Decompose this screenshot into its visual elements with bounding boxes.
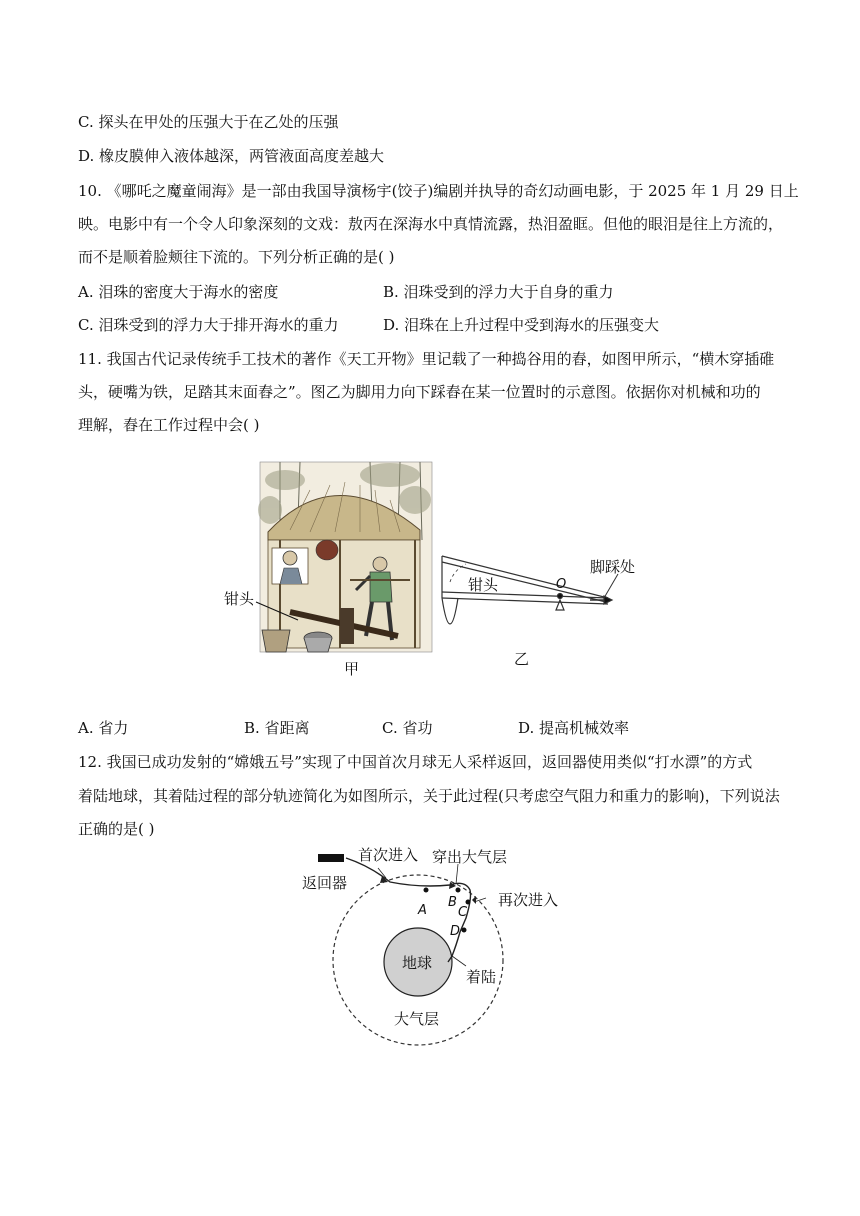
q11-label-jiaocai: 脚踩处 bbox=[590, 558, 636, 576]
q12-stem-line3: 正确的是( ) bbox=[78, 820, 155, 838]
q10-option-d: D. 泪珠在上升过程中受到海水的压强变大 bbox=[383, 316, 660, 334]
q10-stem-line2: 映。电影中有一个令人印象深刻的文戏：敖丙在深海水中真情流露，热泪盈眶。但他的眼泪是往上方流的， bbox=[78, 215, 784, 233]
q11-figure bbox=[220, 440, 650, 680]
q11-label-qiantou-left: 钳头 bbox=[224, 590, 255, 608]
label-point-c: C bbox=[458, 905, 468, 920]
label-point-b: B bbox=[448, 895, 457, 910]
point-c-marker bbox=[466, 900, 471, 905]
q12-stem-line1: 12. 我国已成功发射的“嫦娥五号”实现了中国首次月球无人采样返回，返回器使用类似“打水漂”的方式 bbox=[78, 753, 753, 771]
q12-figure bbox=[290, 838, 580, 1058]
label-point-a: A bbox=[418, 903, 427, 918]
label-returner: 返回器 bbox=[302, 874, 348, 892]
q9-option-c: C. 探头在甲处的压强大于在乙处的压强 bbox=[78, 113, 339, 131]
label-exit-atmosphere: 穿出大气层 bbox=[432, 848, 508, 866]
returner-block bbox=[318, 854, 344, 862]
q11-figure-jia-illustration bbox=[256, 462, 432, 652]
q11-option-d: D. 提高机械效率 bbox=[518, 719, 630, 737]
label-landing: 着陆 bbox=[466, 968, 497, 986]
point-b-marker bbox=[456, 888, 461, 893]
q11-stem-line1: 11. 我国古代记录传统手工技术的著作《天工开物》里记载了一种捣谷用的舂，如图甲所示，“横木穿插碓 bbox=[78, 350, 775, 368]
point-a-marker bbox=[424, 888, 429, 893]
q11-option-c: C. 省功 bbox=[382, 719, 433, 737]
q11-label-jia: 甲 bbox=[344, 660, 360, 678]
label-atmosphere: 大气层 bbox=[394, 1010, 440, 1028]
q11-option-a: A. 省力 bbox=[78, 719, 129, 737]
q10-option-a: A. 泪珠的密度大于海水的密度 bbox=[78, 283, 279, 301]
q11-label-pivot-o: O bbox=[556, 577, 567, 592]
q11-label-qiantou-right: 钳头 bbox=[468, 576, 499, 594]
label-reentry: 再次进入 bbox=[498, 891, 559, 909]
q10-stem-line3: 而不是顺着脸颊往下流的。下列分析正确的是( ) bbox=[78, 248, 395, 266]
q11-stem-line2: 头，硬嘴为铁，足踏其末面舂之”。图乙为脚用力向下踩舂在某一位置时的示意图。依据你对机械和功的 bbox=[78, 383, 761, 401]
q9-option-d: D. 橡皮膜伸入液体越深，两管液面高度差越大 bbox=[78, 147, 385, 165]
q11-option-b: B. 省距离 bbox=[244, 719, 310, 737]
q11-label-yi: 乙 bbox=[514, 650, 530, 668]
label-point-d: D bbox=[450, 924, 461, 939]
q11-stem-line3: 理解，舂在工作过程中会( ) bbox=[78, 416, 260, 434]
point-d-marker bbox=[462, 928, 467, 933]
q10-option-c: C. 泪珠受到的浮力大于排开海水的重力 bbox=[78, 316, 339, 334]
q12-stem-line2: 着陆地球，其着陆过程的部分轨迹简化为如图所示，关于此过程(只考虑空气阻力和重力的影响)，下列说法 bbox=[78, 787, 780, 805]
label-first-entry: 首次进入 bbox=[358, 846, 419, 864]
q10-option-b: B. 泪珠受到的浮力大于自身的重力 bbox=[383, 283, 614, 301]
label-earth: 地球 bbox=[402, 954, 433, 972]
q10-stem-line1: 10. 《哪吒之魔童闹海》是一部由我国导演杨宇(饺子)编剧并执导的奇幻动画电影，于 2025 年 1 月 29 日上 bbox=[78, 182, 799, 200]
